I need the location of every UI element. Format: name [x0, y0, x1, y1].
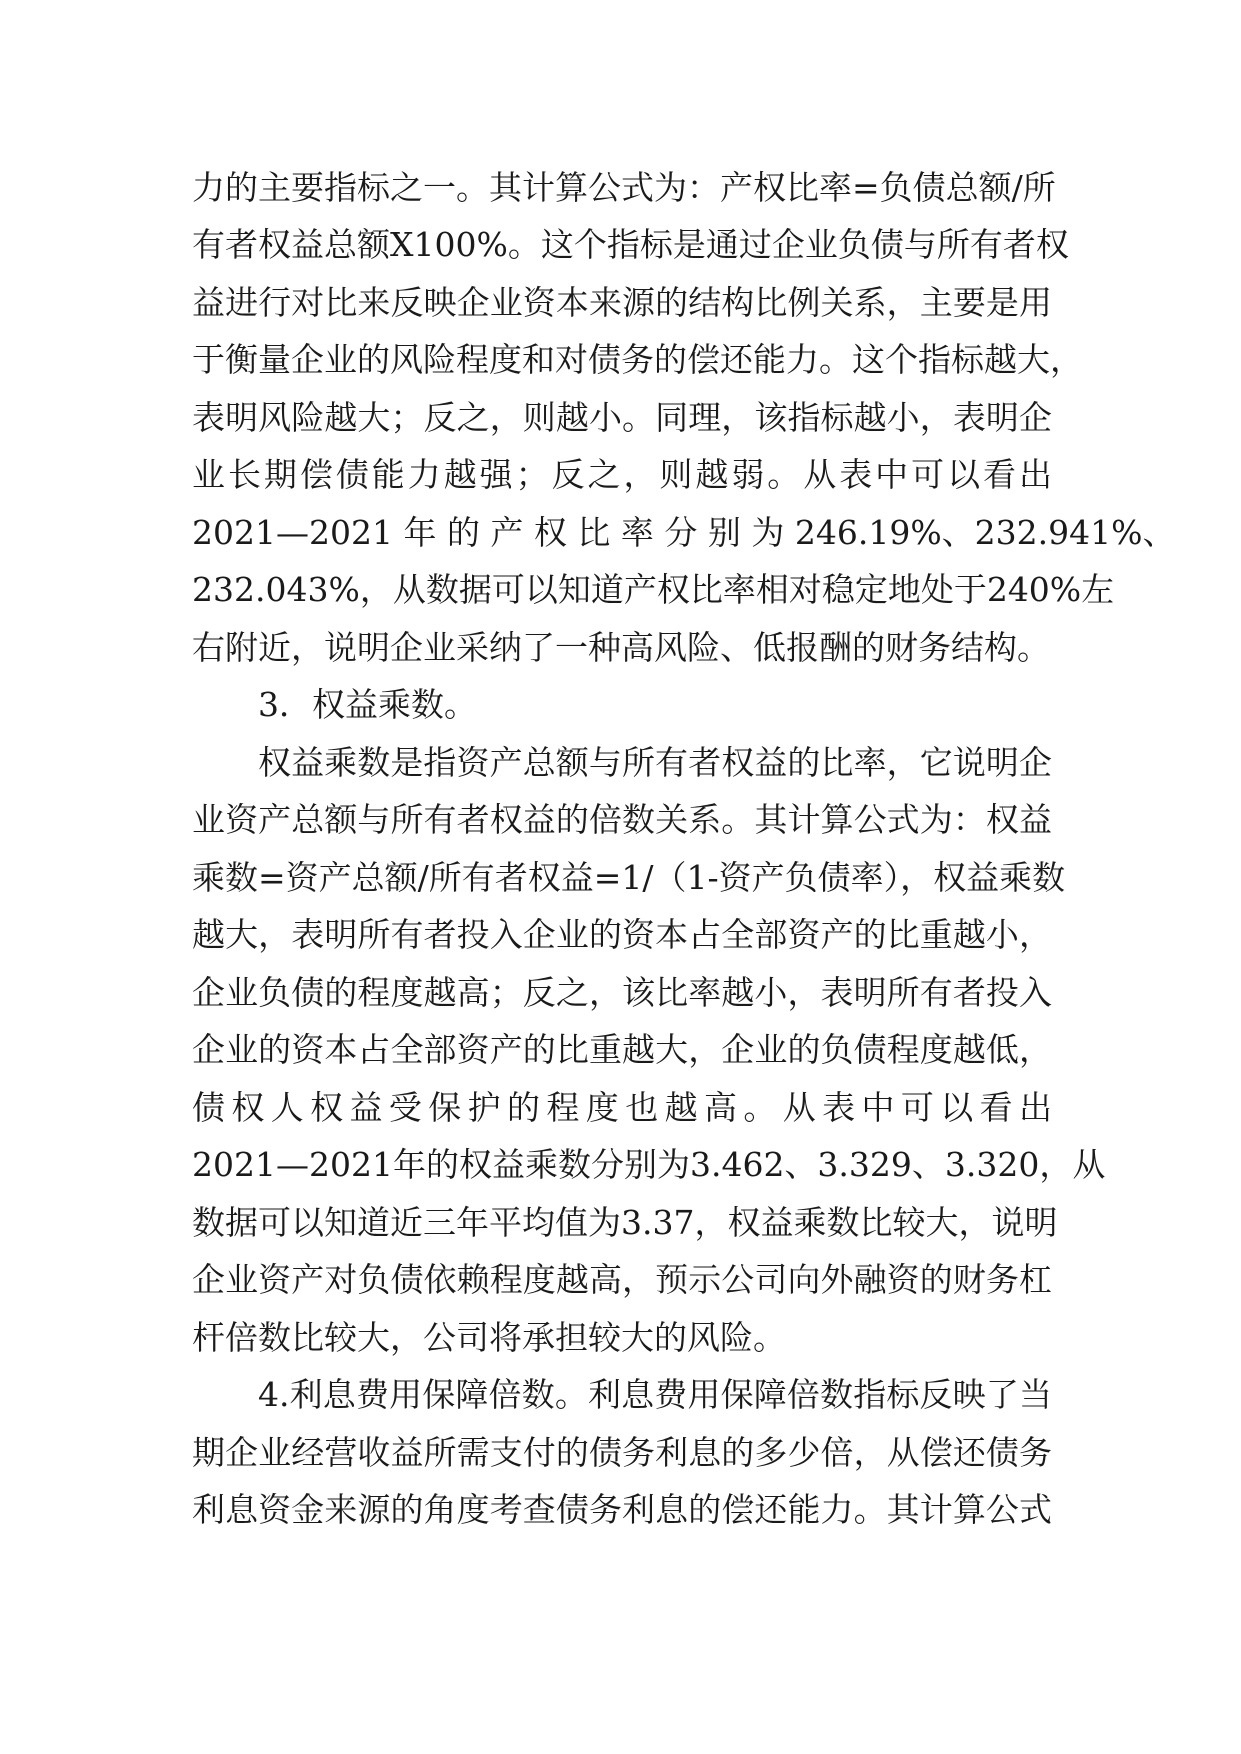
text-line: 力的主要指标之一。其计算公式为：产权比率=负债总额/所 — [192, 168, 1056, 207]
text-line: 2021—2021 年 的 产 权 比 率 分 别 为 246.19%、232.941%、 — [192, 513, 1176, 552]
text-line: 企业资产对负债依赖程度越高，预示公司向外融资的财务杠 — [192, 1260, 1052, 1299]
text-line: 右附近，说明企业采纳了一种高风险、低报酬的财务结构。 — [192, 628, 1050, 667]
text-line: 表明风险越大；反之，则越小。同理，该指标越小，表明企 — [192, 398, 1052, 437]
text-line: 232.043%，从数据可以知道产权比率相对稳定地处于240%左 — [192, 570, 1115, 609]
text-line: 利息资金来源的角度考查债务利息的偿还能力。其计算公式 — [192, 1490, 1052, 1529]
text-line: 杆倍数比较大，公司将承担较大的风险。 — [192, 1318, 786, 1357]
text-line: 4.利息费用保障倍数。利息费用保障倍数指标反映了当 — [258, 1375, 1052, 1414]
text-line: 2021—2021年的权益乘数分别为3.462、3.329、3.320，从 — [192, 1145, 1106, 1184]
text-line: 业长期偿债能力越强；反之，则越弱。从表中可以看出 — [192, 455, 1052, 494]
text-line: 债权人权益受保护的程度也越高。从表中可以看出 — [192, 1088, 1052, 1127]
section-heading: 3．权益乘数。 — [258, 685, 477, 724]
text-line: 数据可以知道近三年平均值为3.37，权益乘数比较大，说明 — [192, 1203, 1058, 1242]
text-line: 越大，表明所有者投入企业的资本占全部资产的比重越小， — [192, 915, 1052, 954]
text-line: 乘数=资产总额/所有者权益=1/（1-资产负债率），权益乘数 — [192, 858, 1066, 897]
text-line: 期企业经营收益所需支付的债务利息的多少倍，从偿还债务 — [192, 1433, 1052, 1472]
text-line: 于衡量企业的风险程度和对债务的偿还能力。这个指标越大， — [192, 340, 1083, 379]
text-line: 业资产总额与所有者权益的倍数关系。其计算公式为：权益 — [192, 800, 1052, 839]
text-line: 有者权益总额X100%。这个指标是通过企业负债与所有者权 — [192, 225, 1069, 264]
text-line: 益进行对比来反映企业资本来源的结构比例关系，主要是用 — [192, 283, 1052, 322]
text-line: 企业的资本占全部资产的比重越大，企业的负债程度越低， — [192, 1030, 1052, 1069]
text-line: 企业负债的程度越高；反之，该比率越小，表明所有者投入 — [192, 973, 1052, 1012]
text-line: 权益乘数是指资产总额与所有者权益的比率，它说明企 — [258, 743, 1052, 782]
